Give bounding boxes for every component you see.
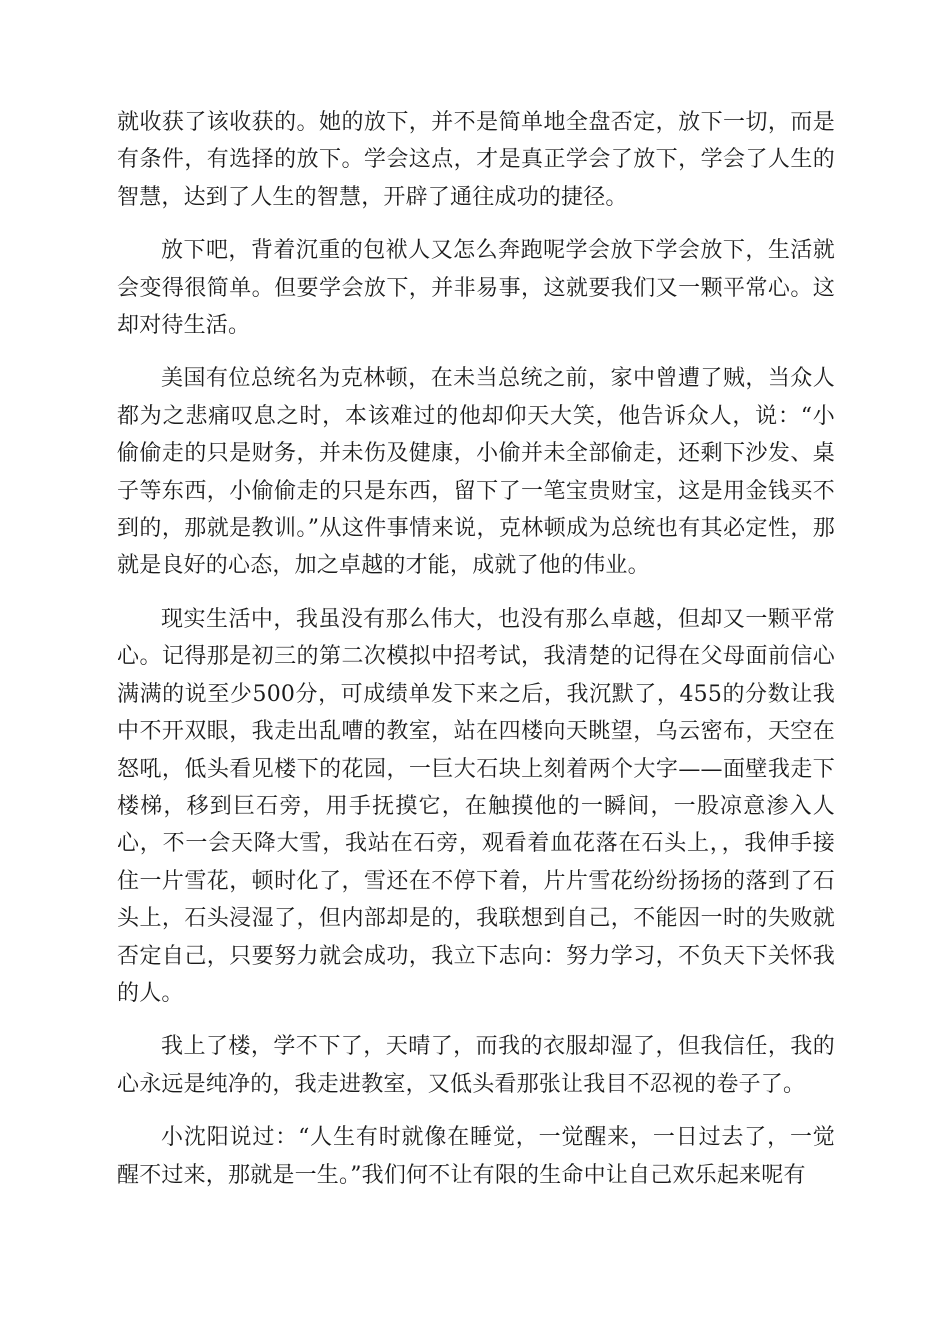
document-page bbox=[117, 104, 835, 1210]
paragraph-back-to-class: 我上了楼，学不下了，天晴了，而我的衣服却湿了，但我信任，我的心永远是纯净的，我走进教室，又低头看那张让我目不忍视的卷子了。 bbox=[117, 1034, 835, 1097]
paragraph-continuation: 就收获了该收获的。她的放下，并不是简单地全盘否定，放下一切，而是有条件，有选择的放下。学会这点，才是真正学会了放下，学会了人生的智慧，达到了人生的智慧，开辟了通往成功的捷径。 bbox=[117, 110, 835, 210]
paragraph-exam-story: 现实生活中，我虽没有那么伟大，也没有那么卓越，但却又一颗平常心。记得那是初三的第二次模拟中招考试，我清楚的记得在父母面前信心满满的说至少500分，可成绩单发下来之后，我沉默了，455的分数让我中不开双眼，我走出乱嘈的教室，站在四楼向天眺望，乌云密布，天空在怒吼，低头看见楼下的花园，一巨大石块上刻着两个大字——面壁我走下楼梯，移到巨石旁，用手抚摸它，在触摸他的一瞬间，一股凉意渗入人心，不一会天降大雪，我站在石旁，观看着血花落在石头上，，我伸手接住一片雪花，顿时化了，雪还在不停下着，片片雪花纷纷扬扬的落到了石头上，石头浸湿了，但内部却是的，我联想到自己，不能因一时的失败就否定自己，只要努力就会成功，我立下志向：努力学习，不负天下关怀我的人。 bbox=[117, 606, 835, 1006]
paragraph-let-go: 放下吧，背着沉重的包袱人又怎么奔跑呢学会放下学会放下，生活就会变得很简单。但要学会放下，并非易事，这就要我们又一颗平常心。这却对待生活。 bbox=[117, 238, 835, 339]
paragraph-xiao-shenyang-quote: 小沈阳说过：“人生有时就像在睡觉，一觉醒来，一日过去了，一觉醒不过来，那就是一生。”我们何不让有限的生命中让自己欢乐起来呢有 bbox=[117, 1125, 835, 1188]
paragraph-clinton-story: 美国有位总统名为克林顿，在未当总统之前，家中曾遭了贼，当众人都为之悲痛叹息之时，本该难过的他却仰天大笑，他告诉众人，说：“小偷偷走的只是财务，并未伤及健康，小偷并未全部偷走，还剩下沙发、桌子等东西，小偷偷走的只是东西，留下了一笔宝贵财宝，这是用金钱买不到的，那就是教训。”从这件事情来说，克林顿成为总统也有其必定性，那就是良好的心态，加之卓越的才能，成就了他的伟业。 bbox=[117, 366, 835, 579]
